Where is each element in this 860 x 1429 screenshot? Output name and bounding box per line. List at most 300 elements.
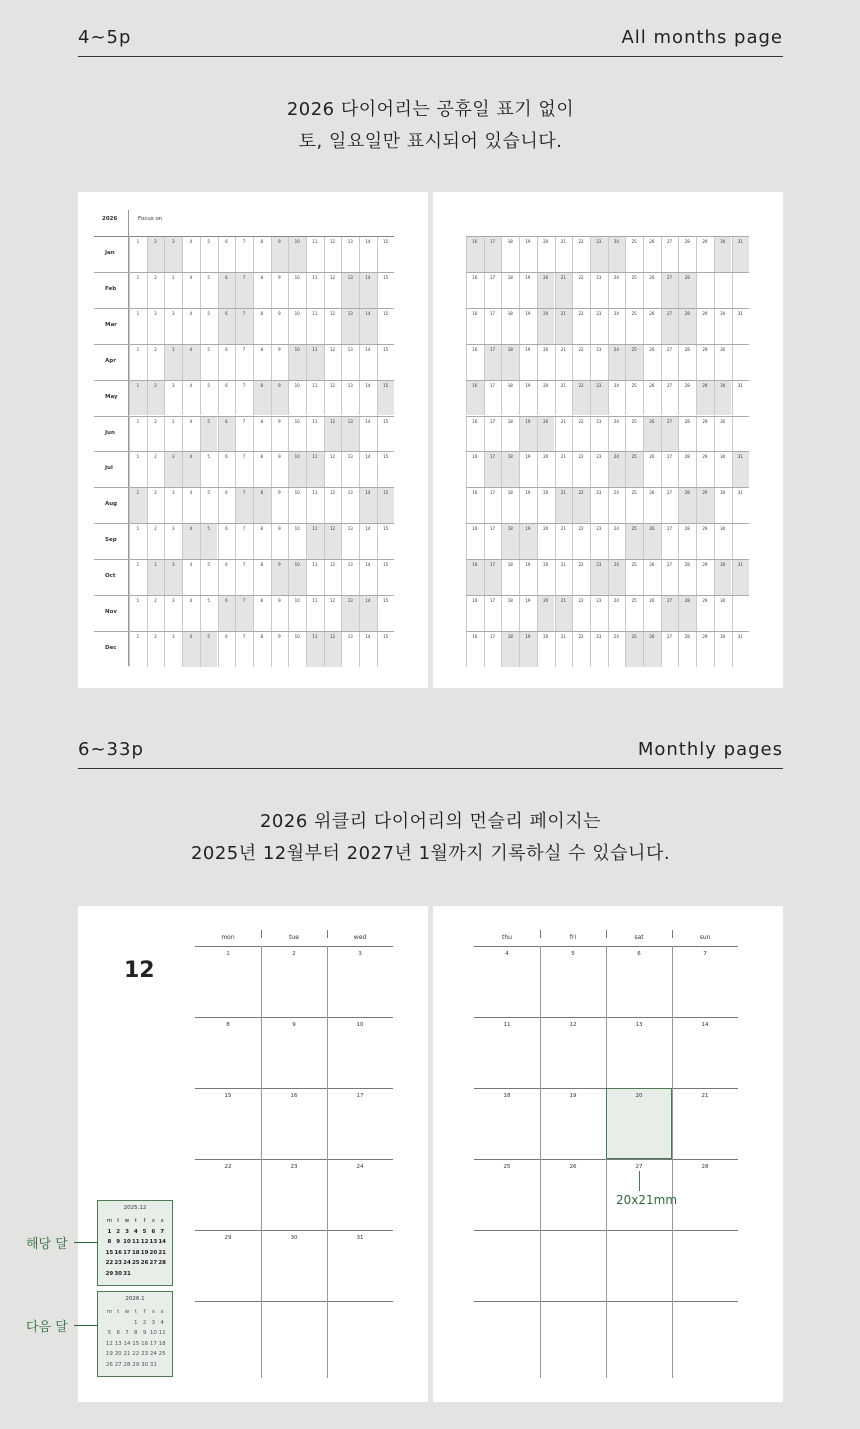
day-number: 18 [507,562,513,568]
day-cell [590,524,608,559]
day-cell [608,273,626,308]
day-number: 2 [154,562,157,568]
day-number: 5 [207,239,210,244]
day-cell [678,452,696,487]
day-number: 11 [312,562,318,568]
day-cell [696,560,714,595]
day-number: 2 [154,310,157,316]
mini-day-number: 1 [107,1228,112,1235]
day-number: 9 [278,310,281,316]
day-number: 15 [383,346,389,352]
day-number: 16 [472,346,478,352]
day-number: 1 [136,418,140,424]
day-cell [608,345,626,380]
month-label-mar: Mar [105,321,117,328]
section-header-all-months [78,27,783,57]
mini-day-number: 24 [149,1351,157,1357]
day-number: 1 [136,346,140,352]
day-number: 3 [171,526,175,532]
day-cell [341,632,359,667]
day-number: 18 [507,310,513,316]
day-cell [537,452,555,487]
day-number: 14 [365,454,371,460]
day-number: 7 [703,951,707,957]
day-number: 5 [207,562,210,568]
day-column-line [261,946,262,1378]
day-number: 16 [472,454,478,460]
week-row-line [195,1159,393,1160]
day-number: 15 [224,1093,232,1099]
day-number: 30 [720,310,726,316]
day-cell [732,417,750,452]
day-number: 14 [365,562,371,568]
day-number: 1 [136,562,140,568]
day-cell [271,560,289,595]
mini-day-number: 9 [116,1239,121,1245]
day-cell [218,381,236,416]
day-number: 4 [189,382,193,388]
mini-day-number: 13 [149,1239,158,1245]
day-cell [288,524,306,559]
day-number: 8 [260,562,263,568]
day-cell [359,452,377,487]
day-number: 8 [260,633,263,639]
mini-day-number [123,1320,132,1331]
day-cell [306,345,324,380]
day-number: 8 [260,454,263,460]
day-number: 16 [290,1093,298,1099]
day-number: 1 [136,239,140,244]
day-cell [484,452,502,487]
day-cell [484,345,502,380]
day-cell [129,417,147,452]
day-cell [288,309,306,344]
day-cell [200,273,218,308]
day-cell [235,452,253,487]
day-number: 28 [684,562,690,568]
day-cell [182,381,200,416]
mini-day-number: 31 [123,1270,131,1277]
month-label-nov: Nov [105,609,117,615]
day-cell [235,381,253,416]
day-number: 17 [489,310,496,316]
header-tick [606,930,607,938]
day-number: 23 [596,490,602,496]
day-cell [129,524,147,559]
day-cell [288,452,306,487]
day-cell [218,488,236,523]
day-number: 21 [560,382,566,388]
mini-calendar-row [105,1271,167,1282]
day-number: 14 [365,633,371,639]
day-cell [341,596,359,631]
description-line: 2026 다이어리는 공휴일 표기 없이 [286,99,575,120]
day-cell [678,488,696,523]
day-cell [519,237,537,272]
day-number: 18 [507,633,513,639]
section-description [78,94,783,158]
day-number: 14 [365,526,371,532]
day-cell [696,452,714,487]
day-cell [466,237,484,272]
month-label-dec: Dec [105,644,117,651]
day-number: 23 [596,562,602,568]
day-cell [572,381,590,416]
day-cell [625,596,643,631]
day-number: 20 [543,526,549,532]
day-number: 21 [701,1093,709,1099]
day-cell [732,309,750,344]
day-cell [306,273,324,308]
day-cell [182,417,200,452]
day-cell [288,488,306,523]
day-cell [661,488,679,523]
day-number: 15 [383,274,389,280]
week-row-line [195,1301,393,1302]
day-number: 8 [260,346,263,352]
day-cell [341,273,359,308]
day-number: 25 [631,346,637,352]
day-cell [661,596,679,631]
day-cell [288,632,306,667]
day-number: 25 [503,1164,511,1170]
day-number: 1 [136,490,140,496]
day-cell [271,632,289,667]
day-number: 25 [631,454,637,460]
day-number: 20 [543,310,549,316]
day-number: 3 [171,382,175,388]
day-number: 6 [637,951,641,957]
day-number: 18 [507,418,513,424]
day-number: 31 [737,239,743,244]
day-cell [732,596,750,631]
day-cell [732,488,750,523]
day-number: 18 [507,598,513,603]
day-number: 12 [329,239,336,244]
all-months-right-page [433,192,783,688]
mini-calendar-next [97,1291,173,1377]
day-cell [537,417,555,452]
header-tick [540,930,541,938]
day-number: 8 [260,239,263,244]
week-row-line [195,1230,393,1231]
day-number: 12 [329,346,336,352]
day-cell [129,452,147,487]
day-cell [572,488,590,523]
day-cell [182,560,200,595]
day-number: 9 [278,274,281,280]
day-cell [608,596,626,631]
day-cell [182,309,200,344]
day-number: 4 [189,310,193,316]
day-number: 16 [472,598,478,603]
day-cell [324,488,342,523]
day-number: 17 [489,598,496,603]
day-cell [147,560,165,595]
mini-calendar-row [105,1239,167,1250]
mini-day-number: 16 [114,1249,123,1256]
day-cell [200,237,218,272]
day-cell [501,237,519,272]
day-cell [572,560,590,595]
weekday-initial: m [106,1218,113,1224]
day-cell [235,417,253,452]
mini-day-number: 31 [149,1361,157,1368]
day-cell [537,309,555,344]
day-number: 2 [154,490,157,496]
day-cell [306,309,324,344]
day-number: 29 [702,346,708,352]
day-cell [288,417,306,452]
day-cell [466,560,484,595]
day-number: 10 [294,454,300,460]
day-number: 28 [684,418,690,424]
mini-day-number: 26 [105,1361,113,1368]
day-number: 24 [613,454,619,460]
day-number: 14 [365,418,371,424]
day-cell [519,381,537,416]
day-cell [625,632,643,667]
day-number: 26 [649,274,655,280]
day-number: 30 [720,526,726,532]
day-number: 6 [225,274,228,280]
day-cell [590,452,608,487]
day-number: 24 [356,1164,364,1170]
day-cell [147,488,165,523]
weekday-header-thu: thu [502,934,512,941]
day-cell [200,524,218,559]
day-number: 1 [136,454,140,460]
day-number: 29 [702,310,708,316]
day-cell [608,632,626,667]
day-number: 13 [635,1022,643,1028]
day-cell [341,237,359,272]
day-number: 24 [613,633,619,639]
day-cell [235,560,253,595]
mini-day-number: 21 [158,1249,166,1256]
day-number: 1 [136,526,140,532]
day-number: 11 [312,274,318,280]
day-number: 29 [702,418,708,424]
day-number: 31 [737,562,743,568]
mini-day-number: 15 [132,1340,140,1347]
day-number: 21 [560,239,566,244]
day-number: 17 [489,633,496,639]
day-cell [306,237,324,272]
day-number: 13 [347,490,353,496]
day-number: 10 [294,382,300,388]
day-number: 29 [702,490,708,496]
day-number: 11 [503,1022,511,1028]
day-number: 19 [525,382,531,388]
day-number: 15 [383,526,389,532]
day-number: 6 [225,310,228,316]
day-number: 12 [329,310,336,316]
day-cell [341,560,359,595]
day-number: 18 [507,274,513,280]
day-number: 4 [189,239,193,244]
day-cell [341,452,359,487]
day-cell [643,632,661,667]
day-cell [678,237,696,272]
day-cell [537,381,555,416]
mini-day-number [105,1320,114,1331]
day-cell [572,524,590,559]
day-cell [306,381,324,416]
day-number: 15 [383,239,389,244]
day-cell [288,560,306,595]
day-cell [324,309,342,344]
day-cell [643,488,661,523]
day-number: 27 [666,490,673,496]
mini-calendar-row [105,1362,167,1373]
day-cell [164,309,182,344]
day-number: 12 [329,274,336,280]
day-cell [147,524,165,559]
month-label-may: May [105,393,118,400]
mini-day-number: 22 [132,1351,140,1357]
day-number: 20 [543,418,549,424]
day-number: 6 [225,346,228,352]
cell-divider [732,524,733,559]
day-cell [253,417,271,452]
day-cell [182,596,200,631]
day-number: 27 [666,418,673,424]
day-cell [537,273,555,308]
day-cell [377,632,395,667]
day-number: 30 [720,346,726,352]
mini-day-number: 28 [123,1361,131,1368]
day-number: 26 [649,239,655,244]
day-cell [466,488,484,523]
day-number: 21 [560,274,566,280]
day-number: 14 [365,490,371,496]
day-number: 8 [260,526,263,532]
day-cell [555,560,573,595]
day-cell [625,345,643,380]
day-cell [147,345,165,380]
day-number: 22 [578,310,584,316]
mini-day-number: 28 [158,1260,166,1266]
day-cell [661,309,679,344]
day-number: 10 [294,310,300,316]
day-cell [341,309,359,344]
day-cell [555,524,573,559]
day-number: 19 [569,1093,577,1099]
mini-day-number: 22 [105,1260,114,1266]
day-number: 4 [189,526,193,532]
day-cell [555,596,573,631]
day-cell [377,273,395,308]
day-cell [253,309,271,344]
day-cell [271,524,289,559]
day-cell [625,560,643,595]
day-number: 15 [383,418,389,424]
day-cell [519,596,537,631]
day-cell [555,632,573,667]
mini-calendar-row [105,1250,167,1261]
day-cell [235,345,253,380]
current-month-label: 해당 달 [26,1237,68,1252]
day-number: 22 [578,598,584,603]
day-cell [200,488,218,523]
day-number: 7 [242,310,246,316]
day-number: 23 [596,346,602,352]
day-number: 31 [737,454,743,460]
day-number: 4 [189,454,193,460]
label-leader-line [74,1242,98,1243]
day-cell [519,560,537,595]
day-cell [625,309,643,344]
day-number: 3 [171,454,175,460]
day-number: 5 [207,598,210,603]
day-cell [608,524,626,559]
day-cell [288,237,306,272]
day-number: 12 [329,418,336,424]
section-title: Monthly pages [637,739,783,760]
day-number: 13 [347,598,353,603]
day-cell [359,345,377,380]
dimension-leader-line [639,1171,640,1191]
day-cell [359,560,377,595]
day-number: 8 [260,418,263,424]
day-number: 18 [507,490,513,496]
day-cell [537,345,555,380]
day-number: 30 [720,598,726,603]
day-number: 3 [171,598,175,603]
day-cell [625,417,643,452]
day-number: 14 [365,346,371,352]
day-cell [359,273,377,308]
day-cell [555,381,573,416]
day-number: 20 [543,633,549,639]
day-number: 10 [294,346,300,352]
day-cell [306,524,324,559]
day-number: 11 [312,526,318,532]
day-number: 25 [631,633,637,639]
day-cell [359,237,377,272]
day-number: 9 [278,382,281,388]
day-cell [466,524,484,559]
day-cell [678,417,696,452]
day-number: 25 [631,239,637,244]
day-number: 22 [224,1164,232,1170]
day-number: 7 [242,418,246,424]
mini-calendar-grid [105,1218,167,1281]
day-number: 9 [278,562,281,568]
mini-calendar-row [105,1229,167,1240]
day-cell [359,309,377,344]
day-cell [235,309,253,344]
day-number: 4 [189,633,193,639]
day-number: 26 [649,526,655,532]
day-number: 4 [189,562,193,568]
day-number: 27 [666,239,673,244]
day-number: 20 [543,274,549,280]
day-cell [519,345,537,380]
day-number: 21 [560,346,566,352]
day-cell [678,273,696,308]
day-cell [164,596,182,631]
day-cell [147,237,165,272]
day-number: 16 [472,633,478,639]
day-number: 15 [383,454,389,460]
day-number: 16 [472,239,478,244]
day-number: 30 [720,633,726,639]
day-cell [377,488,395,523]
day-cell [235,524,253,559]
day-cell [182,524,200,559]
